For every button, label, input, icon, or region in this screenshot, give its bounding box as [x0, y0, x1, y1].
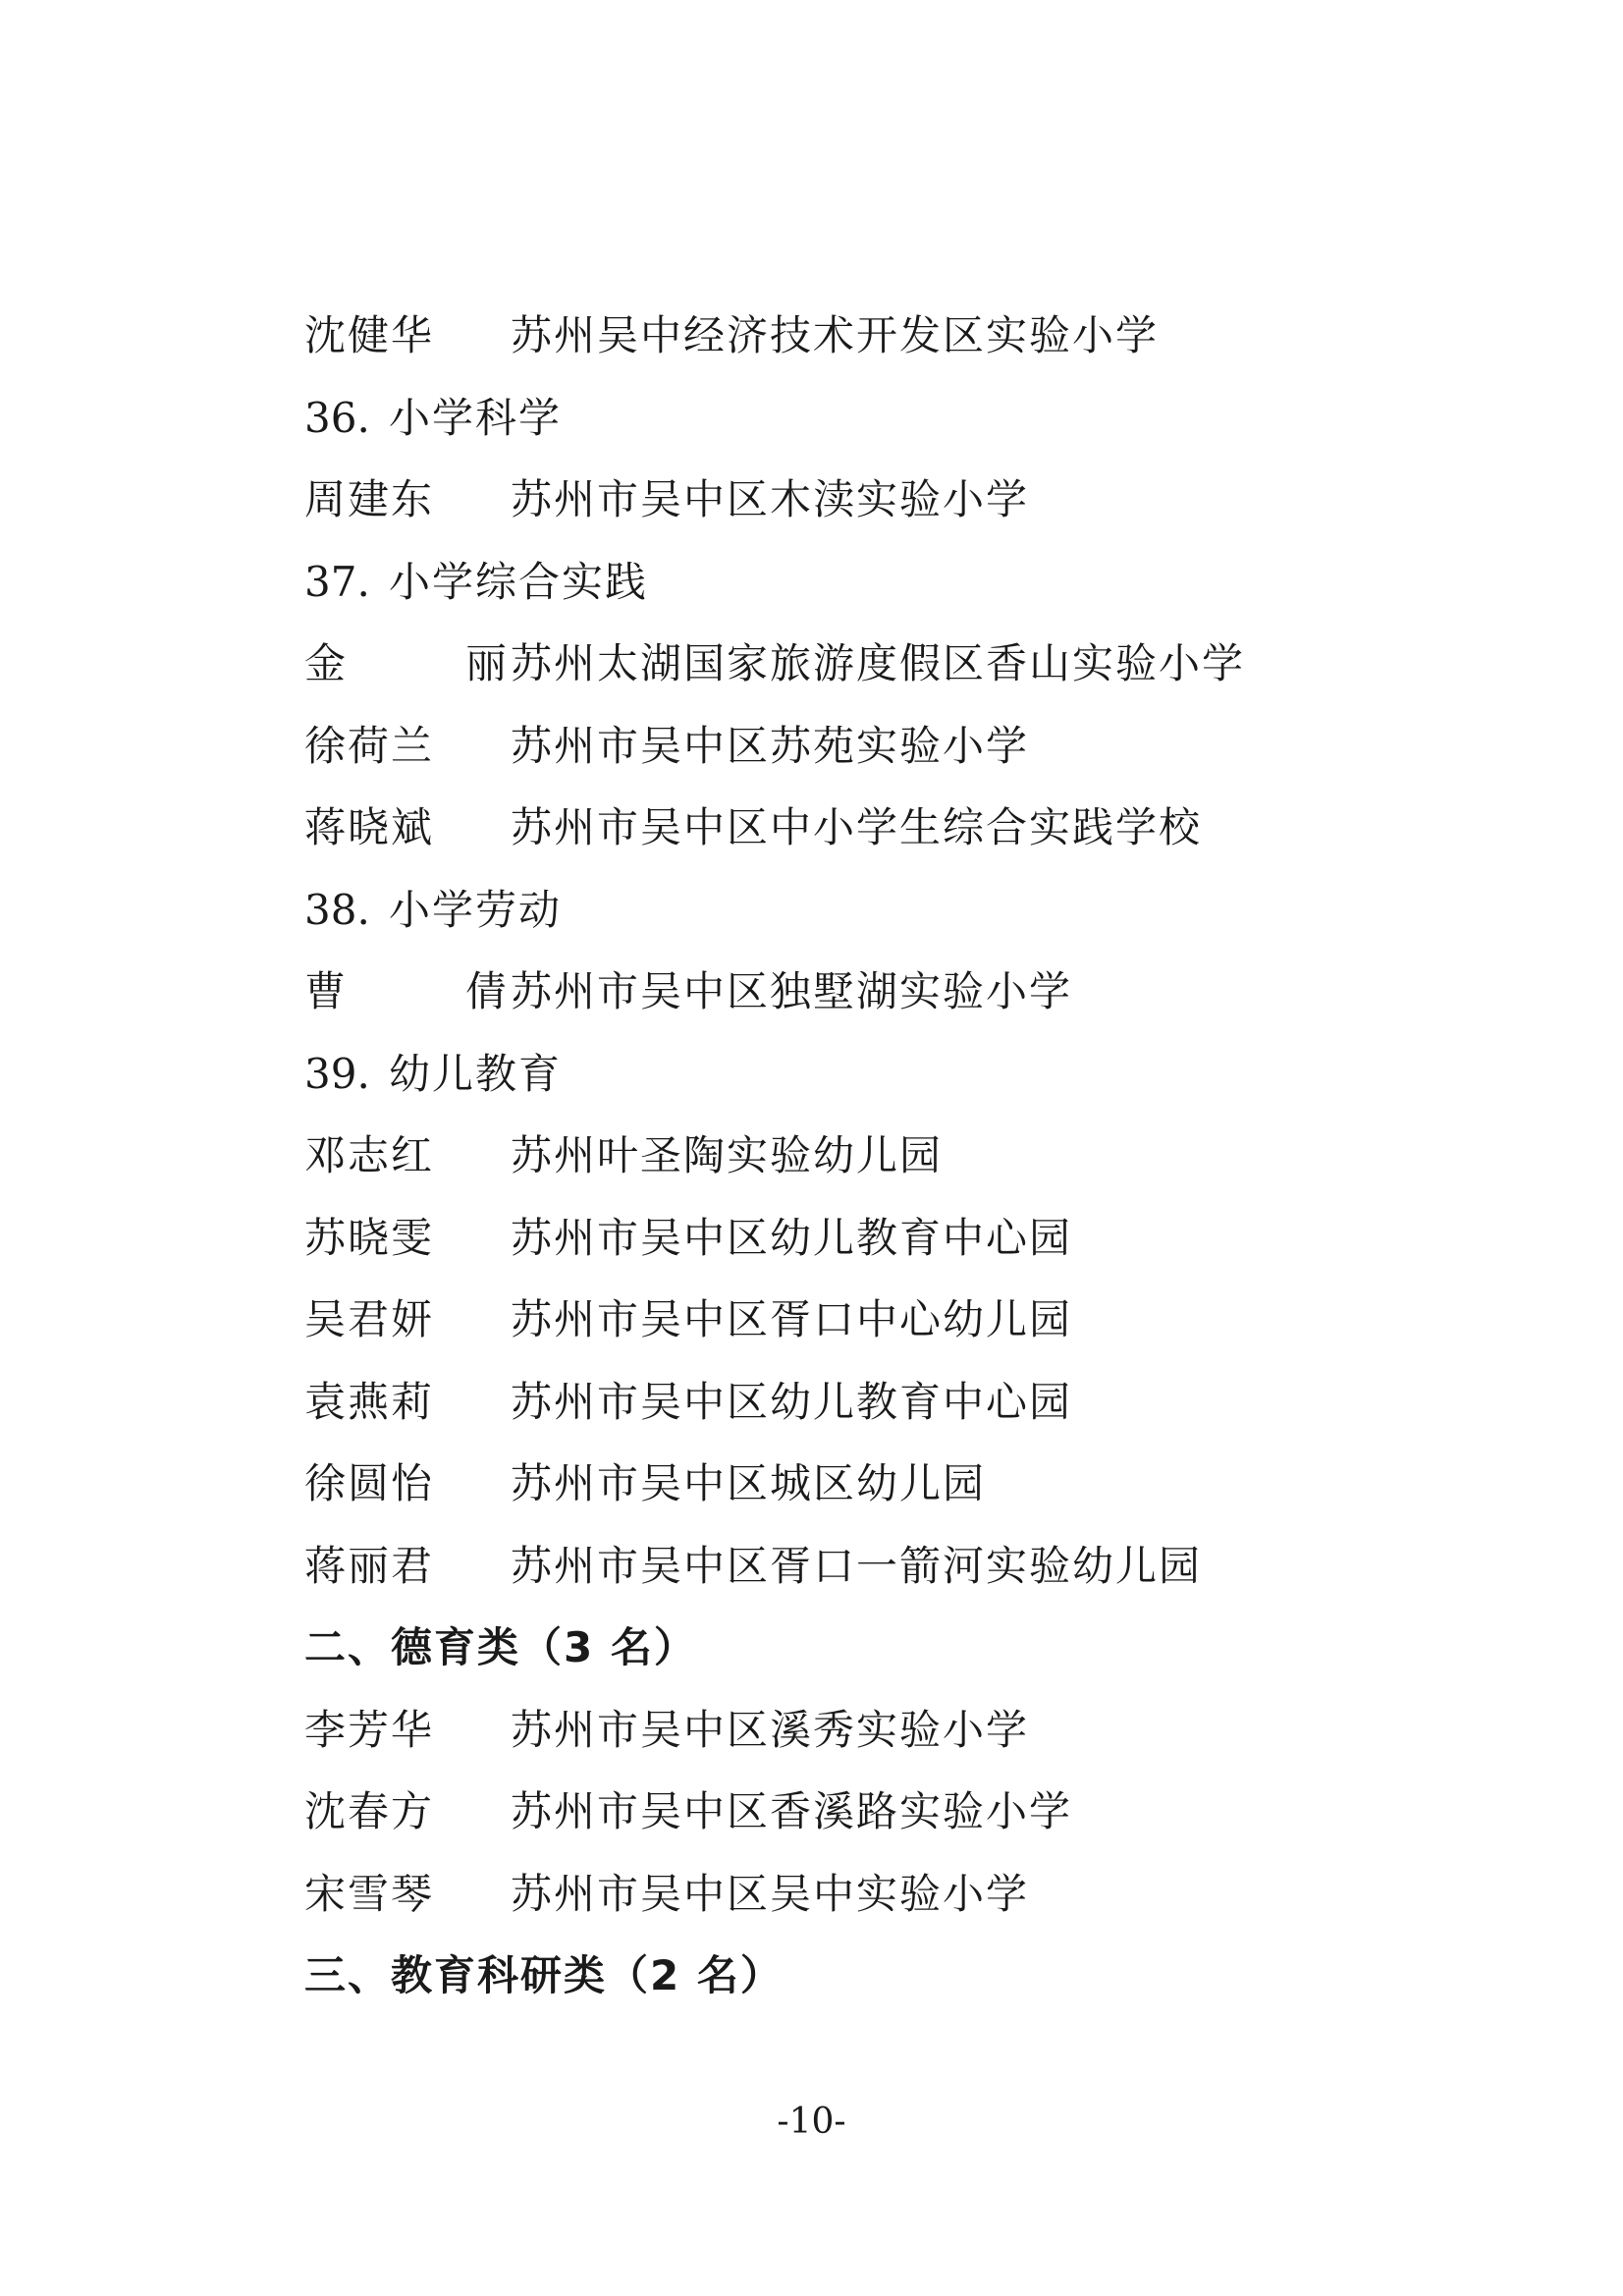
list-item — [304, 1537, 1202, 1596]
list-item — [304, 470, 1029, 529]
list-item — [304, 1701, 1029, 1760]
person-name: 徐荷兰 — [304, 721, 435, 770]
subject-heading — [304, 1045, 562, 1104]
person-name: 沈健华 — [304, 311, 435, 359]
person-name: 李芳华 — [304, 1705, 435, 1754]
subject-label: 小学科学 — [389, 393, 563, 442]
category-heading: 二、德育类（3 名） — [304, 1623, 697, 1671]
person-name: 沈春方 — [304, 1787, 435, 1835]
school-name: 苏州市吴中区幼儿教育中心园 — [511, 1377, 1073, 1426]
school-name: 苏州叶圣陶实验幼儿园 — [511, 1131, 944, 1179]
list-item — [304, 1454, 986, 1513]
person-name: 徐圆怡 — [304, 1459, 435, 1507]
school-name: 苏州市吴中区胥口一箭河实验幼儿园 — [511, 1541, 1203, 1590]
person-name: 袁燕莉 — [304, 1377, 435, 1426]
list-item — [304, 798, 1202, 857]
subject-heading — [304, 553, 648, 612]
person-name: 宋雪琴 — [304, 1869, 435, 1918]
school-name: 苏州市吴中区香溪路实验小学 — [511, 1787, 1073, 1835]
school-name: 苏州市吴中区溪秀实验小学 — [511, 1705, 1030, 1754]
category-heading: 三、教育科研类（2 名） — [304, 1951, 784, 1999]
subject-heading — [304, 881, 562, 940]
school-name: 苏州市吴中区木渎实验小学 — [511, 475, 1030, 523]
school-name: 苏州太湖国家旅游度假区香山实验小学 — [511, 639, 1246, 687]
school-name: 苏州市吴中区城区幼儿园 — [511, 1459, 987, 1507]
list-item — [304, 634, 1245, 693]
list-item — [304, 306, 1159, 365]
school-name: 苏州吴中经济技术开发区实验小学 — [511, 311, 1160, 359]
person-name: 金 丽 — [304, 639, 547, 687]
school-name: 苏州市吴中区中小学生综合实践学校 — [511, 803, 1203, 851]
page-number: -10- — [777, 2102, 846, 2142]
list-item — [304, 1209, 1072, 1268]
subject-number: 39. — [304, 1049, 370, 1098]
person-name: 吴君妍 — [304, 1295, 435, 1343]
person-name: 苏晓雯 — [304, 1213, 435, 1262]
school-name: 苏州市吴中区幼儿教育中心园 — [511, 1213, 1073, 1262]
person-name: 蒋晓斌 — [304, 803, 435, 851]
list-item — [304, 1373, 1072, 1432]
list-item — [304, 1865, 1029, 1924]
school-name: 苏州市吴中区苏苑实验小学 — [511, 721, 1030, 770]
subject-label: 小学劳动 — [389, 885, 563, 934]
subject-label: 幼儿教育 — [389, 1049, 563, 1098]
list-item — [304, 1126, 943, 1185]
subject-heading — [304, 389, 562, 448]
school-name: 苏州市吴中区吴中实验小学 — [511, 1869, 1030, 1918]
school-name: 苏州市吴中区独墅湖实验小学 — [511, 967, 1073, 1015]
person-name: 周建东 — [304, 475, 435, 523]
subject-label: 小学综合实践 — [389, 557, 649, 606]
school-name: 苏州市吴中区胥口中心幼儿园 — [511, 1295, 1073, 1343]
subject-number: 38. — [304, 885, 370, 934]
person-name: 邓志红 — [304, 1131, 435, 1179]
person-name: 曹 倩 — [304, 967, 547, 1015]
list-item — [304, 717, 1029, 776]
list-item — [304, 962, 1072, 1021]
subject-number: 36. — [304, 393, 370, 442]
list-item — [304, 1782, 1072, 1841]
list-item — [304, 1290, 1072, 1349]
subject-number: 37. — [304, 557, 370, 606]
person-name: 蒋丽君 — [304, 1541, 435, 1590]
